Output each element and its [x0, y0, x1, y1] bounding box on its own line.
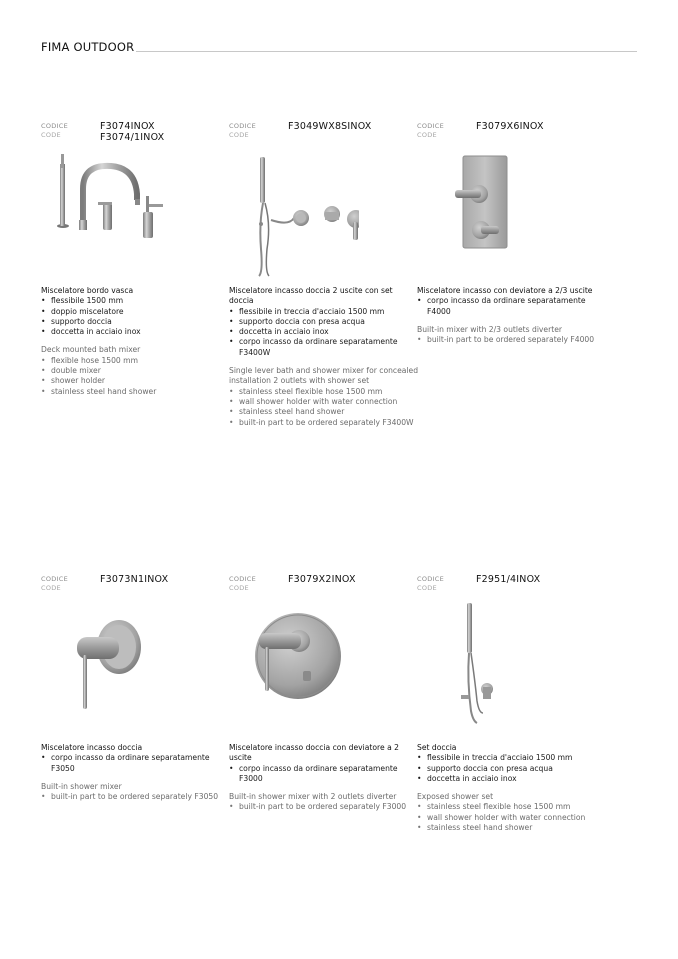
english-feature-list: [229, 802, 419, 812]
list-item: • doccetta in acciaio inox: [41, 327, 231, 337]
list-item: • corpo incasso da ordinare separatamente F4000: [417, 296, 607, 317]
code-labels: [41, 122, 68, 139]
italian-feature-list: [229, 307, 419, 358]
list-item: • corpo incasso da ordinare separatamente F3050: [41, 753, 231, 774]
english-title: Deck mounted bath mixer: [41, 345, 141, 355]
product-card: [417, 121, 597, 345]
header-divider: [136, 51, 637, 52]
product-codes: [288, 122, 372, 133]
code-label: CODE: [417, 583, 437, 592]
code-labels: [229, 575, 256, 592]
italian-title: Miscelatore incasso doccia: [41, 743, 143, 752]
english-feature-list: [229, 387, 419, 428]
code-label: CODE: [417, 130, 437, 139]
product-description: [417, 286, 607, 345]
english-block: [41, 345, 231, 396]
list-item: • wall shower holder with water connection: [417, 813, 607, 823]
list-item: • corpo incasso da ordinare separatamente F3400W: [229, 337, 419, 358]
product-description: [417, 743, 607, 833]
product-description: [41, 286, 231, 397]
product-codes: [100, 575, 168, 586]
code-labels: [41, 575, 68, 592]
product-codes: [288, 575, 356, 586]
italian-feature-list: [41, 753, 231, 774]
product-code-row: [417, 122, 597, 152]
list-item: • flessibile in treccia d'acciaio 1500 mm: [229, 307, 419, 317]
english-title: Exposed shower set: [417, 792, 494, 802]
english-feature-list: [41, 356, 231, 397]
bath-mixer-icon: [49, 144, 179, 249]
list-item: • built-in part to be ordered separately F3400W: [229, 418, 419, 428]
codice-label: CODICE: [229, 575, 257, 583]
product-code: F3073N1INOX: [100, 574, 169, 585]
list-item: • stainless steel flexible hose 1500 mm: [229, 387, 419, 397]
product-code: F3074/1INOX: [100, 131, 165, 143]
list-item: • doccetta in acciaio inox: [229, 327, 419, 337]
product-codes: [476, 575, 540, 586]
italian-title: Miscelatore incasso con deviatore a 2/3 uscite: [417, 286, 593, 295]
product-card: [41, 121, 221, 396]
round-shower-mixer-icon: [63, 615, 147, 719]
list-item: • double mixer: [41, 366, 231, 376]
english-title: Built-in shower mixer: [41, 781, 122, 791]
product-card: [41, 574, 221, 802]
code-labels: [417, 575, 444, 592]
product-description: [229, 743, 419, 813]
product-card: [417, 574, 597, 833]
code-label: CODE: [229, 130, 249, 139]
list-item: • doppio miscelatore: [41, 307, 231, 317]
code-label: CODE: [41, 583, 61, 592]
italian-title: Miscelatore bordo vasca: [41, 286, 134, 295]
product-codes: [100, 122, 164, 143]
list-item: • supporto doccia: [41, 317, 231, 327]
list-item: • stainless steel hand shower: [41, 387, 231, 397]
product-code: F3074INOX: [100, 121, 155, 132]
english-feature-list: [417, 802, 607, 833]
product-code: F3079X6INOX: [476, 121, 544, 132]
product-description: [229, 286, 419, 428]
english-title: Built-in mixer with 2/3 outlets diverter: [417, 324, 562, 334]
list-item: • built-in part to be ordered separately F3050: [41, 792, 231, 802]
english-feature-list: [41, 792, 231, 802]
italian-feature-list: [417, 296, 607, 317]
round-plate-diverter-mixer-icon: [247, 603, 343, 713]
product-card: [229, 574, 409, 812]
product-code-row: [41, 575, 221, 605]
codice-label: CODICE: [229, 122, 257, 130]
concealed-shower-mixer-set-icon: [249, 154, 359, 279]
english-block: [417, 325, 607, 346]
diverter-mixer-plate-icon: [453, 154, 519, 254]
english-block: [229, 792, 419, 813]
code-labels: [417, 122, 444, 139]
product-code-row: [229, 122, 409, 152]
list-item: • stainless steel hand shower: [417, 823, 607, 833]
italian-title: Miscelatore incasso doccia con deviatore a 2 uscite: [229, 743, 399, 763]
code-labels: [229, 122, 256, 139]
english-block: [229, 366, 419, 428]
list-item: • wall shower holder with water connection: [229, 397, 419, 407]
code-label: CODE: [41, 130, 61, 139]
english-feature-list: [417, 335, 607, 345]
product-code: F3079X2INOX: [288, 574, 356, 585]
italian-feature-list: [417, 753, 607, 784]
italian-title: Miscelatore incasso doccia 2 uscite con set doccia: [229, 286, 393, 306]
list-item: • doccetta in acciaio inox: [417, 774, 607, 784]
list-item: • stainless steel hand shower: [229, 407, 419, 417]
shower-set-icon: [459, 601, 499, 725]
product-codes: [476, 122, 544, 133]
product-code: F3049WX8SINOX: [288, 121, 372, 132]
codice-label: CODICE: [417, 122, 445, 130]
list-item: • flessibile 1500 mm: [41, 296, 231, 306]
codice-label: CODICE: [41, 575, 69, 583]
codice-label: CODICE: [41, 122, 69, 130]
list-item: • built-in part to be ordered separately F3000: [229, 802, 419, 812]
page-header: [41, 40, 637, 56]
english-block: [417, 792, 607, 833]
list-item: • stainless steel flexible hose 1500 mm: [417, 802, 607, 812]
list-item: • shower holder: [41, 376, 231, 386]
product-code-row: [417, 575, 597, 605]
english-title: Single lever bath and shower mixer for concealed installation 2 outlets with shower set: [229, 366, 419, 386]
english-title: Built-in shower mixer with 2 outlets diverter: [229, 792, 397, 802]
list-item: • corpo incasso da ordinare separatamente F3000: [229, 764, 419, 785]
list-item: • built-in part to be ordered separately F4000: [417, 335, 607, 345]
english-block: [41, 782, 231, 803]
italian-title: Set doccia: [417, 743, 457, 752]
list-item: • flessibile in treccia d'acciaio 1500 mm: [417, 753, 607, 763]
list-item: • supporto doccia con presa acqua: [417, 764, 607, 774]
list-item: • flexible hose 1500 mm: [41, 356, 231, 366]
italian-feature-list: [41, 296, 231, 337]
product-code: F2951/4INOX: [476, 574, 541, 585]
italian-feature-list: [229, 764, 419, 785]
section-title: FIMA OUTDOOR: [41, 40, 135, 54]
product-description: [41, 743, 231, 802]
codice-label: CODICE: [417, 575, 445, 583]
code-label: CODE: [229, 583, 249, 592]
list-item: • supporto doccia con presa acqua: [229, 317, 419, 327]
product-card: [229, 121, 419, 427]
product-code-row: [229, 575, 409, 605]
